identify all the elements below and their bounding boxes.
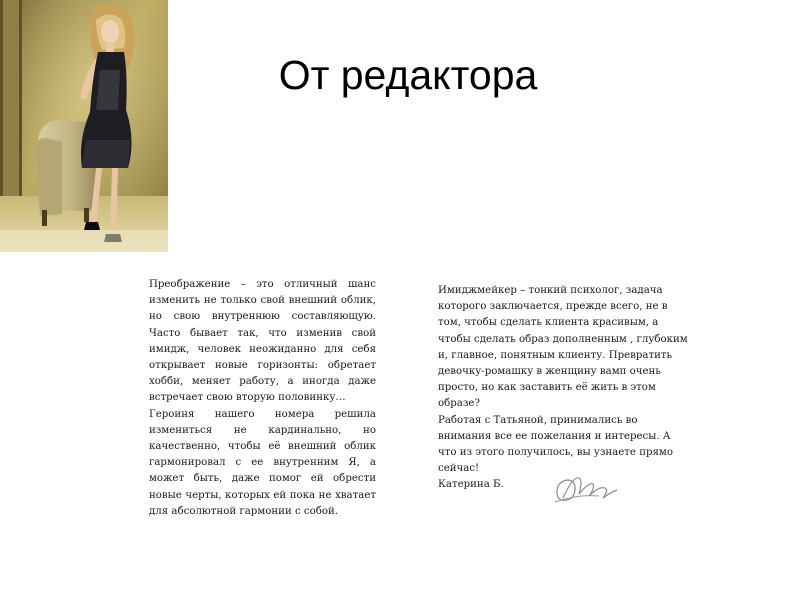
editor-photo [0,0,168,252]
signature [553,472,619,508]
left-paragraph-1: Преображение – это отличный шанс изменить не только свой внешний облик, но свою внутреннюю составляющую. Часто бывает так, что изменив свой имидж, человек неожиданно для себя открывает новые горизонты: обретает хобби, меняет работу, а иногда даже встречает свою вторую половинку… [149,279,376,404]
right-column-text [438,283,690,494]
portrait-photo-icon [0,0,168,252]
page-title: От редактора [278,52,538,98]
right-paragraph-2: Работая с Татьяной, принимались во внимания все ее пожелания и интересы. А что из этого получилось, вы узнаете прямо сейчас! [438,414,673,475]
right-paragraph-1: Имиджмейкер – тонкий психолог, задача которого заключается, прежде всего, не в том, чтобы сделать клиента красивым, а чтобы сделать образ дополненным , глубоким и, главное, понятным клиенту. Превратить девочку-ромашку в женщину вамп очень просто, но как заставить её жить в этом образе? [438,285,688,410]
author-signoff: Катерина Б. [438,479,504,491]
left-paragraph-2: Героиня нашего номера решила измениться не кардинально, но качественно, чтобы её внешний облик гармонировал с ее внутренним Я, а может быть, даже помог ей обрести новые черты, которых ей пока не хватает для абсолютной гармонии с собой. [149,408,376,517]
left-column-text [149,277,376,520]
handwritten-signature-icon [553,472,619,508]
